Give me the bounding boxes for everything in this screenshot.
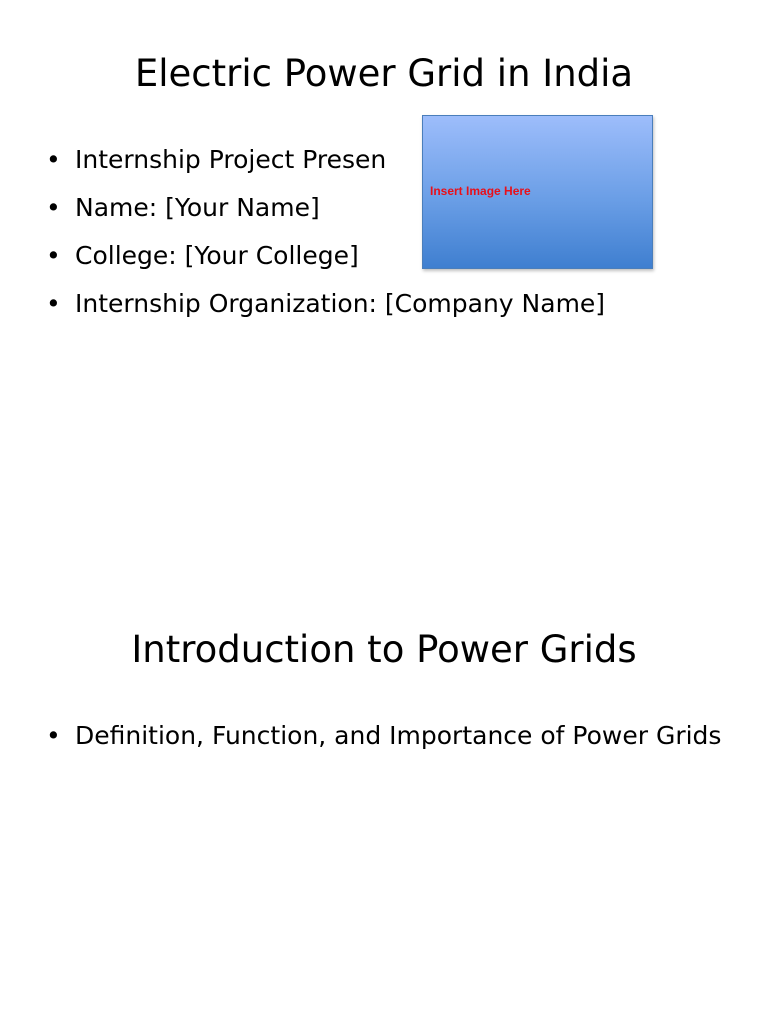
image-placeholder[interactable]	[422, 115, 653, 269]
bullet-item	[0, 284, 768, 324]
slide-title: Introduction to Power Grids	[131, 628, 637, 671]
bullet-text: College: [Your College]	[75, 241, 359, 270]
bullet-dot: •	[46, 241, 61, 270]
bullet-dot: •	[46, 289, 61, 318]
bullet-dot: •	[46, 145, 61, 174]
slide-title: Electric Power Grid in India	[134, 52, 634, 95]
bullet-text: Internship Organization: [Company Name]	[75, 289, 606, 318]
bullet-text: Internship Project Presen	[75, 145, 387, 174]
bullet-text: Name: [Your Name]	[75, 193, 320, 222]
bullet-list	[0, 716, 768, 764]
bullet-dot: •	[46, 721, 61, 750]
slide-2	[0, 512, 768, 1024]
bullet-text: Definition, Function, and Importance of Power Grids	[75, 721, 722, 750]
bullet-dot: •	[46, 193, 61, 222]
image-placeholder-label: Insert Image Here	[430, 184, 531, 198]
bullet-item	[0, 716, 735, 756]
